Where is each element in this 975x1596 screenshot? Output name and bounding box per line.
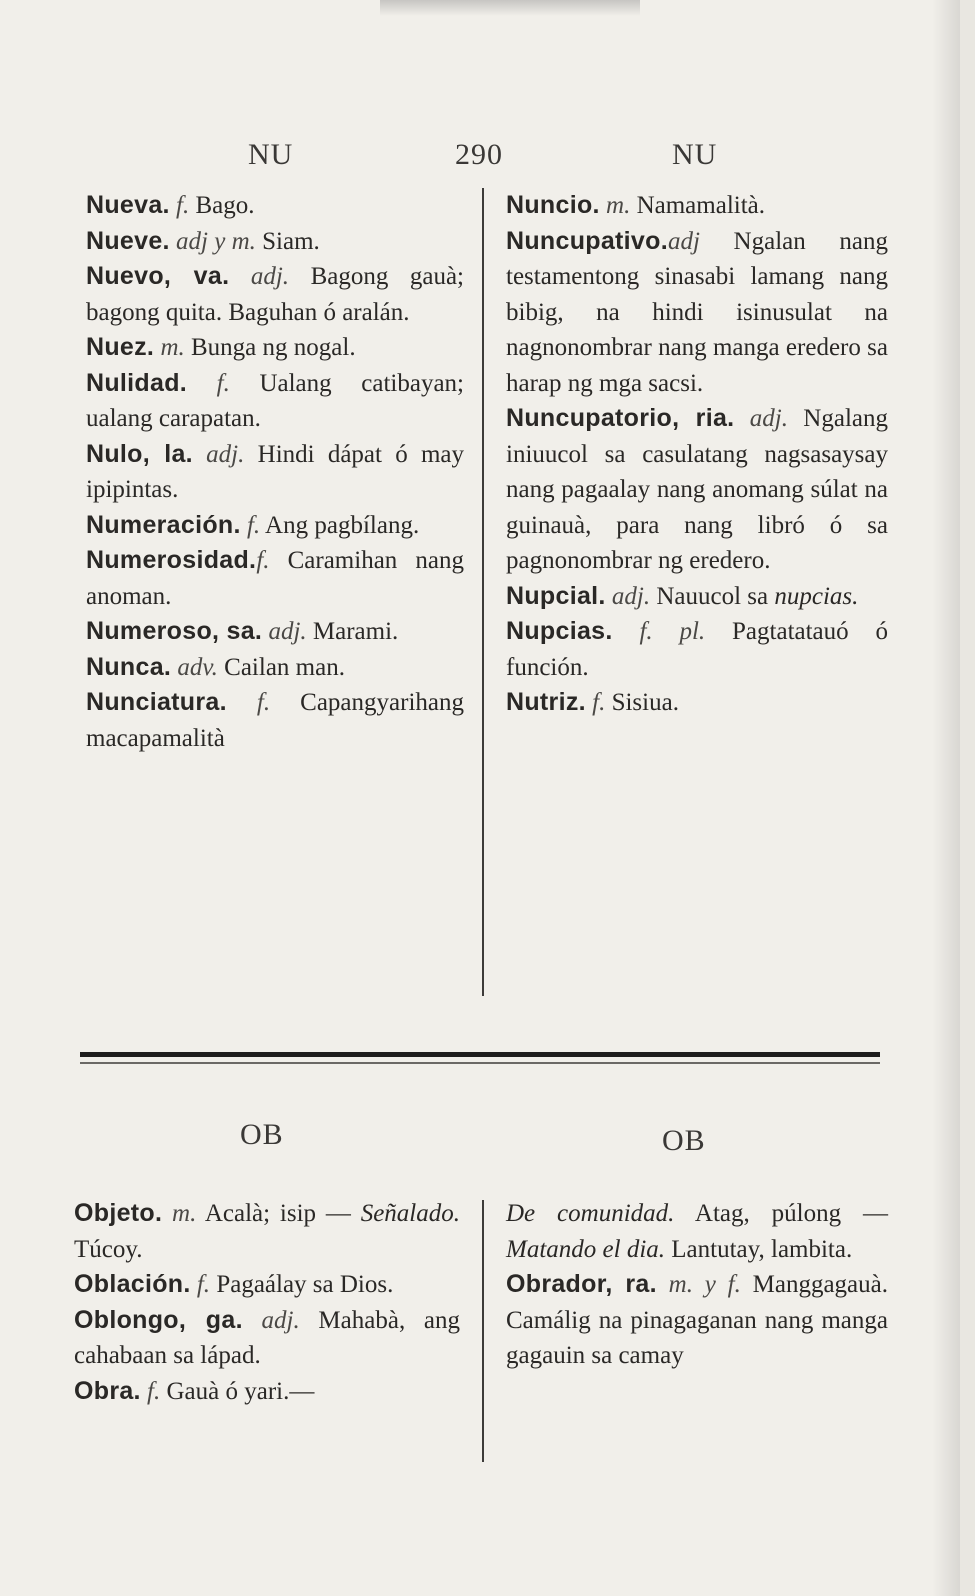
entry-grammar: adj y m. — [169, 227, 256, 255]
entry-definition: Cailan man. — [217, 653, 345, 681]
dictionary-entry — [506, 1267, 888, 1374]
header-right: NU — [672, 138, 718, 171]
section-rule-thick — [80, 1052, 880, 1057]
page-edge-shadow — [932, 0, 960, 1596]
dictionary-entry — [506, 614, 888, 685]
dictionary-entry — [506, 1196, 888, 1267]
entry-italic-text: Señalado. — [360, 1200, 460, 1227]
dictionary-entry — [506, 188, 888, 224]
dictionary-entry — [506, 579, 888, 615]
dictionary-entry — [506, 401, 888, 579]
entry-definition-tail: Lantutay, lambita. — [665, 1235, 853, 1263]
entry-italic-text: Matando el dia. — [506, 1235, 666, 1263]
entry-headword: Nuevo, va. — [86, 262, 230, 290]
entry-definition: Nauucol sa — [650, 582, 775, 610]
dictionary-entry — [86, 508, 464, 544]
entry-definition: Bago. — [189, 192, 255, 219]
entry-definition: Capangyarihang macapamalità — [86, 689, 464, 752]
dictionary-entry — [86, 437, 464, 508]
entry-definition: Pagtatatauó ó función. — [506, 618, 888, 681]
entry-grammar: adj. — [242, 1306, 300, 1334]
entry-headword: Nunciatura. — [86, 688, 227, 716]
dictionary-entry — [74, 1267, 460, 1303]
entry-headword: Numeroso, sa. — [86, 617, 263, 645]
entry-headword: Nupcial. — [506, 581, 606, 610]
entry-definition-tail: Túcoy. — [74, 1235, 143, 1263]
entry-grammar: f. — [190, 1271, 211, 1298]
entry-definition: Namamalità. — [630, 192, 765, 219]
entry-headword: Numerosidad. — [86, 546, 257, 574]
entry-headword: Numeración. — [86, 510, 241, 539]
dictionary-entry — [86, 330, 464, 366]
entry-definition: Siam. — [255, 227, 320, 255]
ob-left-column — [74, 1196, 460, 1409]
entry-definition: Atag, púlong — — [674, 1200, 889, 1227]
entry-definition: Sisiua. — [605, 689, 679, 716]
dictionary-entry — [74, 1374, 460, 1410]
entry-headword: Nuncio. — [506, 191, 600, 219]
entry-headword: Nueva. — [86, 191, 170, 219]
entry-definition: Ang pagbílang. — [260, 511, 420, 539]
entry-headword: Nulidad. — [86, 368, 188, 397]
entry-definition: Ualang catibayan; ualang carapatan. — [86, 369, 464, 432]
entry-definition: Marami. — [306, 618, 399, 645]
entry-definition: Ngalan nang testamentong sinasabi lamang nang bibig, na hindi isinusulat na nagnonombrar nang manga eredero sa harap ng mga sacsi. — [506, 227, 888, 397]
entry-grammar: m. — [599, 192, 631, 219]
entry-definition: Pagaálay sa Dios. — [210, 1271, 394, 1298]
entry-definition: Caramihan nang anoman. — [86, 547, 464, 610]
entry-grammar: m. — [154, 334, 185, 361]
column-divider-2 — [482, 1200, 484, 1462]
dictionary-entry — [74, 1303, 460, 1374]
entry-grammar: m. — [162, 1200, 197, 1227]
dictionary-entry — [86, 614, 464, 650]
section2-header-right: OB — [662, 1124, 706, 1157]
section2-header-left: OB — [240, 1118, 284, 1151]
entry-definition: Acalà; isip — — [196, 1200, 361, 1227]
dictionary-entry — [86, 685, 464, 756]
entry-grammar: adj. — [605, 582, 651, 610]
entry-phrase: De comunidad. — [506, 1200, 675, 1227]
entry-grammar: f. — [256, 547, 270, 574]
entry-headword: Oblongo, ga. — [74, 1305, 243, 1334]
entry-grammar: f. pl. — [612, 618, 706, 645]
entry-grammar: adj. — [192, 440, 245, 468]
entry-definition: Bunga ng nogal. — [184, 334, 356, 361]
entry-grammar: adv. — [171, 653, 218, 681]
dictionary-entry — [74, 1196, 460, 1267]
entry-grammar: adj. — [262, 618, 307, 645]
entry-definition: Hindi dápat ó may ipipintas. — [86, 440, 464, 503]
entry-grammar: f. — [169, 192, 190, 219]
entry-italic-text: nupcias. — [774, 582, 859, 610]
entry-definition: Gauà ó yari.— — [160, 1377, 315, 1405]
dictionary-entry — [86, 543, 464, 614]
entry-headword: Nupcias. — [506, 617, 613, 645]
entry-grammar: f. — [140, 1377, 161, 1405]
nu-right-column — [506, 188, 888, 721]
entry-grammar: f. — [240, 511, 261, 539]
dictionary-entry — [86, 366, 464, 437]
column-divider — [482, 188, 484, 996]
entry-headword: Nueve. — [86, 226, 170, 255]
entry-grammar: adj. — [229, 263, 290, 290]
ob-right-column — [506, 1196, 888, 1374]
entry-grammar: f. — [226, 689, 271, 716]
dictionary-entry — [506, 685, 888, 721]
nu-left-column — [86, 188, 464, 756]
entry-grammar: f. — [585, 689, 606, 716]
entry-grammar: adj — [667, 227, 700, 255]
entry-definition: Ngalang iniuucol sa casulatang nagsasaysay nang pagaalay nang anomang súlat na guinauà, para nang libró ó sa pagnonombrar ng eredero. — [506, 405, 888, 574]
page-number: 290 — [455, 138, 503, 171]
entry-grammar: m. y f. — [656, 1271, 741, 1298]
dictionary-entry — [506, 224, 888, 402]
scan-smudge — [380, 0, 640, 16]
entry-definition: Bagong gauà; bagong quita. Baguhan ó aralán. — [86, 263, 464, 326]
entry-grammar: f. — [187, 369, 230, 397]
entry-definition: Mahabà, ang cahabaan sa lápad. — [74, 1306, 460, 1369]
entry-headword: Objeto. — [74, 1199, 163, 1227]
entry-grammar: adj. — [734, 405, 788, 432]
entry-headword: Obra. — [74, 1376, 141, 1405]
entry-headword: Oblación. — [74, 1270, 191, 1298]
entry-definition: Manggagauà. Camálig na pinagaganan nang manga gagauin sa camay — [506, 1271, 888, 1369]
entry-headword: Nulo, la. — [86, 439, 193, 468]
dictionary-entry — [86, 188, 464, 224]
dictionary-entry — [86, 259, 464, 330]
entry-headword: Nutriz. — [506, 688, 586, 716]
dictionary-entry — [86, 650, 464, 686]
header-left: NU — [248, 138, 294, 171]
entry-headword: Nuncupativo. — [506, 226, 668, 255]
entry-headword: Nuez. — [86, 333, 155, 361]
dictionary-entry — [86, 224, 464, 260]
entry-headword: Nuncupatorio, ria. — [506, 404, 735, 432]
entry-headword: Obrador, ra. — [506, 1270, 657, 1298]
entry-headword: Nunca. — [86, 652, 172, 681]
section-rule-thin — [80, 1062, 880, 1064]
